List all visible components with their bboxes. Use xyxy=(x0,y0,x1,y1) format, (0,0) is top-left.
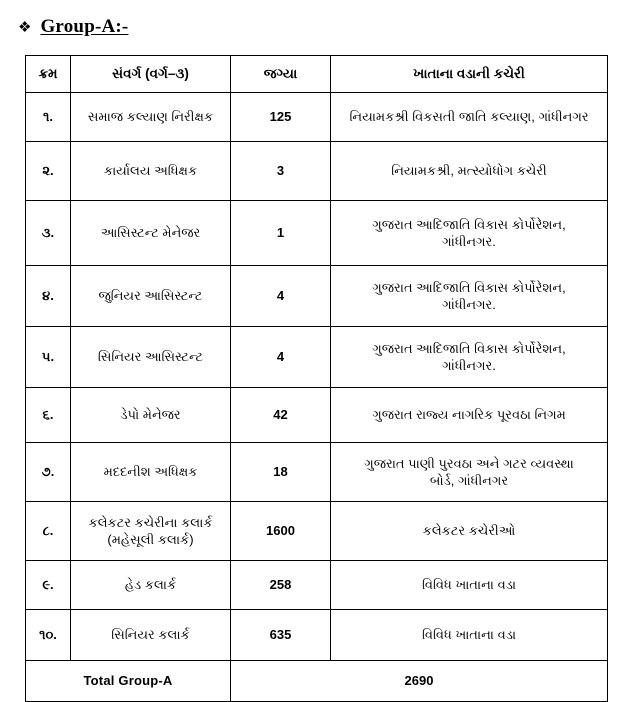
cell-posts: 1600 xyxy=(231,502,331,561)
cell-office: કલેકટર કચેરીઓ xyxy=(331,502,608,561)
table-row xyxy=(26,142,608,201)
cell-serial: ૬. xyxy=(26,388,71,443)
cell-serial: ૨. xyxy=(26,142,71,201)
total-value: 2690 xyxy=(231,661,608,702)
cell-cadre: હેડ કલાર્ક xyxy=(71,561,231,610)
cell-serial: ૯. xyxy=(26,561,71,610)
cell-serial: ૭. xyxy=(26,443,71,502)
cell-serial: ૫. xyxy=(26,327,71,388)
cell-serial: ૧. xyxy=(26,93,71,142)
cell-posts: 42 xyxy=(231,388,331,443)
cell-posts: 258 xyxy=(231,561,331,610)
column-header-posts: જગ્યા xyxy=(231,56,331,93)
cell-posts: 4 xyxy=(231,327,331,388)
table-row xyxy=(26,502,608,561)
table-row xyxy=(26,388,608,443)
cell-posts: 3 xyxy=(231,142,331,201)
table-row xyxy=(26,327,608,388)
cell-posts: 18 xyxy=(231,443,331,502)
cell-serial: ૪. xyxy=(26,266,71,327)
cell-serial: ૩. xyxy=(26,201,71,266)
cell-office: ગુજરાત રાજ્ય નાગરિક પૂરવઠા નિગમ xyxy=(331,388,608,443)
cell-posts: 4 xyxy=(231,266,331,327)
cell-serial: ૧૦. xyxy=(26,610,71,661)
cell-office: નિયામકશ્રી, મત્સ્યોધોગ કચેરી xyxy=(331,142,608,201)
cell-office: ગુજરાત આદિજાતિ વિકાસ કોર્પોરેશન, ગાંધીનગર. xyxy=(331,201,608,266)
table-row xyxy=(26,561,608,610)
cell-cadre: આસિસ્ટન્ટ મેનેજર xyxy=(71,201,231,266)
total-label: Total Group-A xyxy=(26,661,231,702)
cell-posts: 125 xyxy=(231,93,331,142)
page-title-text: Group-A:- xyxy=(40,16,129,37)
cell-cadre: મદદનીશ અધિક્ષક xyxy=(71,443,231,502)
cell-posts: 635 xyxy=(231,610,331,661)
cell-cadre: સિનિયર આસિસ્ટન્ટ xyxy=(71,327,231,388)
column-header-office: ખાતાના વડાની કચેરી xyxy=(331,56,608,93)
cell-cadre: ડેપો મેનેજર xyxy=(71,388,231,443)
vacancy-table xyxy=(25,55,608,702)
cell-office: ગુજરાત પાણી પુરવઠા અને ગટર વ્યવસ્થા બોર્ડ, ગાંધીનગર xyxy=(331,443,608,502)
column-header-serial: ક્રમ xyxy=(26,56,71,93)
table-row xyxy=(26,443,608,502)
table-row xyxy=(26,610,608,661)
cell-office: નિયામકશ્રી વિકસતી જાતિ કલ્યાણ, ગાંધીનગર xyxy=(331,93,608,142)
cell-office: વિવિધ ખાતાના વડા xyxy=(331,561,608,610)
cell-cadre: સિનિયર કલાર્ક xyxy=(71,610,231,661)
table-row xyxy=(26,266,608,327)
cell-office: ગુજરાત આદિજાતિ વિકાસ કોર્પોરેશન, ગાંધીનગર. xyxy=(331,266,608,327)
diamond-bullet-icon: ❖ xyxy=(18,19,32,36)
table-body xyxy=(26,93,608,702)
cell-cadre: સમાજ કલ્યાણ નિરીક્ષક xyxy=(71,93,231,142)
page-title xyxy=(0,0,630,37)
cell-office: ગુજરાત આદિજાતિ વિકાસ કોર્પોરેશન, ગાંધીનગર. xyxy=(331,327,608,388)
table-total-row xyxy=(26,661,608,702)
column-header-cadre: સંવર્ગ (વર્ગ–૩) xyxy=(71,56,231,93)
vacancy-table-container xyxy=(25,55,607,702)
table-header-row xyxy=(26,56,608,93)
cell-serial: ૮. xyxy=(26,502,71,561)
cell-office: વિવિધ ખાતાના વડા xyxy=(331,610,608,661)
cell-cadre: કાર્યાલય અધિક્ષક xyxy=(71,142,231,201)
cell-posts: 1 xyxy=(231,201,331,266)
table-row xyxy=(26,201,608,266)
cell-cadre: કલેકટર કચેરીના કલાર્ક (મહેસૂલી કલાર્ક) xyxy=(71,502,231,561)
table-row xyxy=(26,93,608,142)
cell-cadre: જુનિયર આસિસ્ટન્ટ xyxy=(71,266,231,327)
